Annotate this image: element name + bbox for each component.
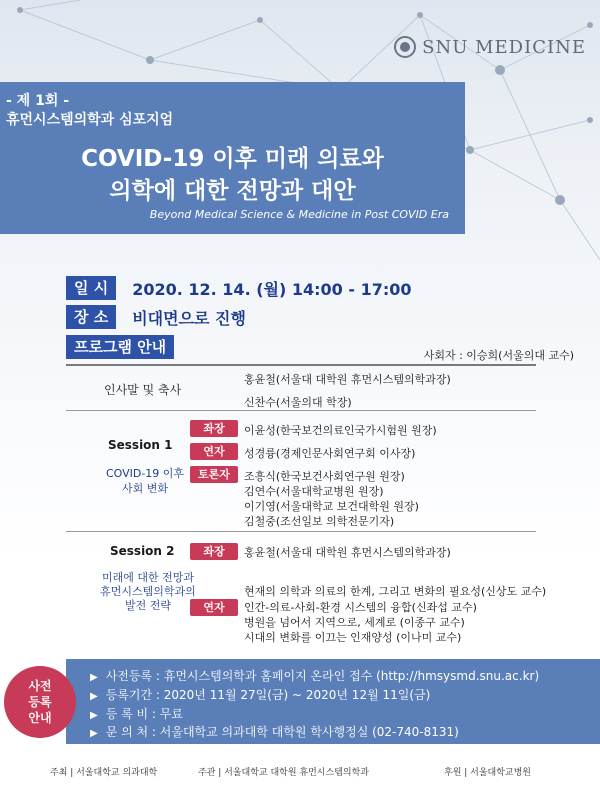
divider [66,364,536,366]
session2-talk: 병원을 넘어서 지역으로, 세계로 (이종구 교수) [244,616,465,629]
opening-title: 인사말 및 축사 [104,383,182,397]
registration-fee-line: ▶ 등 록 비 : 무료 [90,707,183,721]
title-banner [0,82,465,234]
place-label: 장 소 [66,305,116,329]
registration-period-line: ▶ 등록기간 : 2020년 11월 27일(금) ~ 2020년 12월 11일(금) [90,688,431,702]
snu-medicine-logo [394,36,586,58]
edition-label: - 제 1회 - [6,93,70,109]
main-title-line2: 의학에 대한 전망과 대안 [109,178,356,204]
session1-panelist: 이기영(서울대학교 보건대학원 원장) [244,500,419,513]
place-row [66,305,246,329]
chair-tag: 좌장 [190,543,238,560]
session1-speaker: 성경륭(경제인문사회연구회 이사장) [244,447,416,460]
symposium-name: 휴먼시스템의학과 심포지엄 [6,112,174,128]
session2-subtitle-2: 휴먼시스템의학과의 [100,585,196,598]
session1-subtitle-1: COVID-19 이후 [105,467,185,480]
registration-contact-line: ▶ 문 의 처 : 서울대학교 의과대학 대학원 학사행정실 (02-740-8131) [90,725,459,739]
session2-subtitle-1: 미래에 대한 전망과 [101,571,194,584]
arrow-icon: ▶ [90,710,98,721]
session2-title: Session 2 [110,544,175,558]
footer-organizer: 주관 | 서울대학교 대학원 휴먼시스템의학과 [198,768,369,778]
panelist-tag: 토론자 [190,466,238,483]
english-subtitle: Beyond Medical Science & Medicine in Post COVID Era [149,208,449,221]
session1-subtitle-2: 사회 변화 [121,482,168,495]
logo-text: SNU MEDICINE [422,36,586,58]
registration-panel [66,659,600,744]
footer-host: 주최 | 서울대학교 의과대학 [50,768,158,778]
speaker-tag: 연자 [190,599,238,616]
session1-panelist: 조흥식(한국보건사회연구원 원장) [244,470,405,483]
footer-sponsor: 후원 | 서울대학교병원 [444,768,532,778]
session2-talk: 현재의 의학과 의료의 한계, 그리고 변화의 필요성(신상도 교수) [244,585,547,598]
session2-chair: 홍윤철(서울대 대학원 휴먼시스템의학과장) [244,546,451,559]
session1-title: Session 1 [108,438,173,452]
session1-panelist: 김철중(조선일보 의학전문기자) [244,515,395,528]
session1-chair: 이윤성(한국보건의료인국가시험원 원장) [244,424,437,437]
divider [66,410,536,411]
snu-seal-icon [394,36,416,58]
main-title-line1: COVID-19 이후 미래 의료와 [81,146,384,172]
registration-line: ▶ 사전등록 : 휴먼시스템의학과 홈페이지 온라인 접수 (http://hmsysmd.snu.ac.kr) [90,669,540,683]
place-value: 비대면으로 진행 [132,308,246,328]
session2-talk: 시대의 변화를 이끄는 인재양성 (이나미 교수) [244,631,462,644]
arrow-icon: ▶ [90,691,98,702]
date-value: 2020. 12. 14. (월) 14:00 - 17:00 [132,279,412,299]
date-row [66,276,412,300]
opening-speaker-2: 신찬수(서울의대 학장) [244,396,352,409]
arrow-icon: ▶ [90,728,98,739]
session1-panelist: 김연수(서울대학교병원 원장) [244,485,384,498]
program-heading: 프로그램 안내 [66,337,174,356]
opening-speaker-1: 홍윤철(서울대 대학원 휴먼시스템의학과장) [244,373,451,386]
session2-subtitle-3: 발전 전략 [124,599,171,612]
speaker-tag: 연자 [190,443,238,460]
registration-badge: 사전 등록 안내 [4,666,76,738]
chair-tag: 좌장 [190,420,238,437]
moderator-text: 사회자 : 이승희(서울의대 교수) [423,349,574,362]
date-label: 일 시 [66,276,116,300]
arrow-icon: ▶ [90,672,98,683]
divider [66,531,536,532]
session2-talk: 인간-의료-사회-환경 시스템의 융합(신좌섭 교수) [244,601,477,614]
